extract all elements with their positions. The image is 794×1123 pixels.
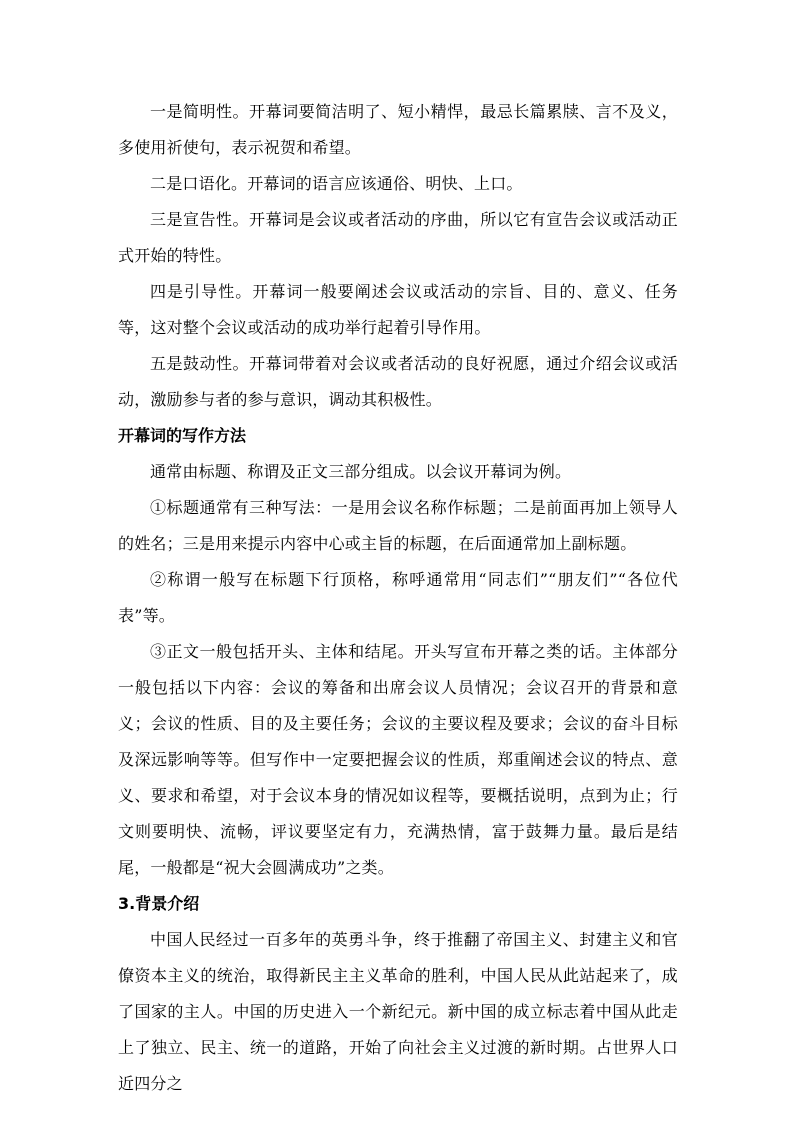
document-body bbox=[118, 94, 678, 1102]
paragraph-declarative: 三是宣告性。开幕词是会议或者活动的序曲，所以它有宣告会议或活动正式开始的特性。 bbox=[118, 210, 678, 265]
paragraph-colloquial: 二是口语化。开幕词的语言应该通俗、明快、上口。 bbox=[150, 174, 523, 193]
paragraph-main-text: ③正文一般包括开头、主体和结尾。开头写宣布开幕之类的话。主体部分一般包括以下内容：会议的筹备和出席会议人员情况；会议召开的背景和意义；会议的性质、目的及主要任务；会议的主要议程及要求；会议的奋斗目标及深远影响等等。但写作中一定要把握会议的性质，郑重阐述会议的特点、意义、要求和希望，对于会议本身的情况如议程等，要概括说明，点到为止；行文则要明快、流畅，评议要坚定有力，充满热情，富于鼓舞力量。最后是结尾，一般都是“祝大会圆满成功”之类。 bbox=[118, 642, 678, 877]
paragraph-salutation: ②称谓一般写在标题下行顶格，称呼通常用“同志们”“朋友们”“各位代表”等。 bbox=[118, 570, 678, 625]
section-heading-writing-method: 开幕词的写作方法 bbox=[118, 426, 247, 445]
section-heading-background: 3.背景介绍 bbox=[118, 894, 200, 913]
paragraph-guiding: 四是引导性。开幕词一般要阐述会议或活动的宗旨、目的、意义、任务等，这对整个会议或活动的成功举行起着引导作用。 bbox=[118, 282, 678, 337]
paragraph-title-methods: ①标题通常有三种写法：一是用会议名称作标题；二是前面再加上领导人的姓名；三是用来提示内容中心或主旨的标题，在后面通常加上副标题。 bbox=[118, 498, 678, 553]
paragraph-motivating: 五是鼓动性。开幕词带着对会议或者活动的良好祝愿，通过介绍会议或活动，激励参与者的参与意识，调动其积极性。 bbox=[118, 354, 678, 409]
paragraph-simplicity: 一是简明性。开幕词要简洁明了、短小精悍，最忌长篇累牍、言不及义，多使用祈使句，表示祝贺和希望。 bbox=[118, 102, 678, 157]
paragraph-structure-intro: 通常由标题、称谓及正文三部分组成。以会议开幕词为例。 bbox=[150, 462, 572, 481]
paragraph-background: 中国人民经过一百多年的英勇斗争，终于推翻了帝国主义、封建主义和官僚资本主义的统治，取得新民主主义革命的胜利，中国人民从此站起来了，成了国家的主人。中国的历史进入一个新纪元。新中国的成立标志着中国从此走上了独立、民主、统一的道路，开始了向社会主义过渡的新时期。占世界人口近四分之 bbox=[118, 930, 678, 1093]
